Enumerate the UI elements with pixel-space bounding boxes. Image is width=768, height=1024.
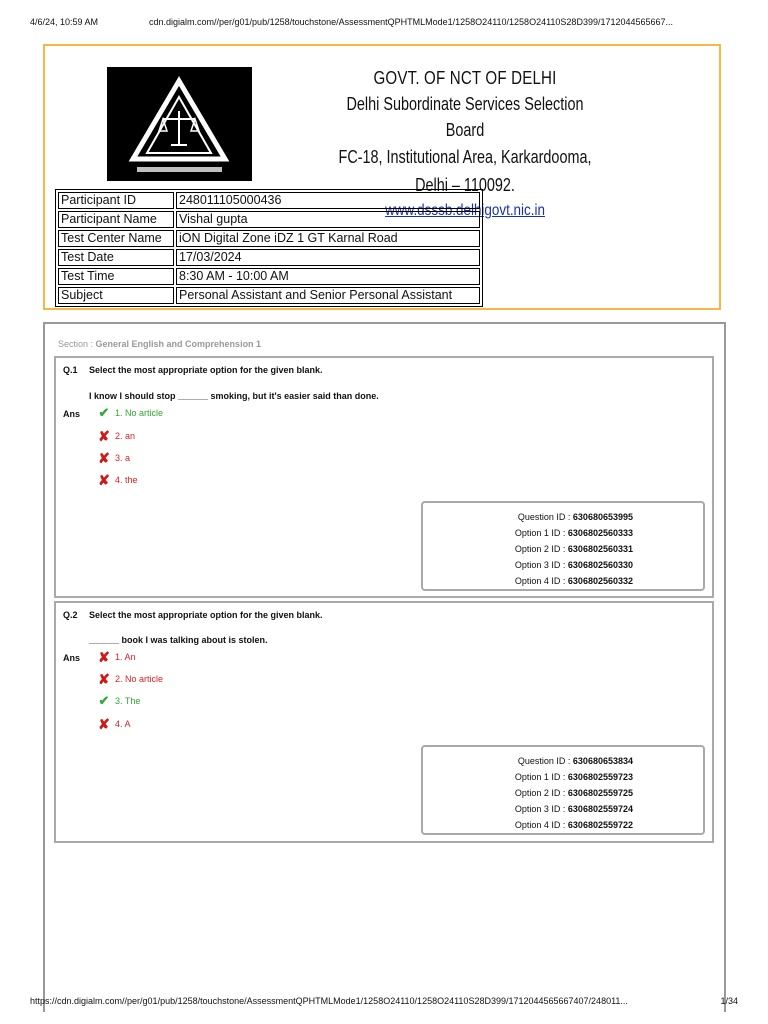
option-item bbox=[96, 450, 131, 466]
question-id-box bbox=[421, 501, 705, 591]
footer-url: https://cdn.digialm.com//per/g01/pub/1258/touchstone/AssessmentQPHTMLMode1/1258O24110/1258O24110S28D399/1712044565667407/248011... bbox=[30, 996, 628, 1006]
print-datetime: 4/6/24, 10:59 AM bbox=[30, 17, 99, 27]
info-row bbox=[58, 211, 480, 228]
cross-icon: ✘ bbox=[98, 716, 110, 732]
cross-icon: ✘ bbox=[98, 472, 110, 488]
info-row bbox=[58, 287, 480, 304]
id-value: 6306802559722 bbox=[567, 820, 633, 830]
id-row bbox=[515, 560, 633, 570]
id-row bbox=[515, 820, 633, 830]
question-sentence: ______ book I was talking about is stolen. bbox=[89, 635, 268, 645]
id-value: 630680653995 bbox=[572, 512, 633, 522]
id-value: 6306802560331 bbox=[567, 544, 633, 554]
checkmark-icon: ✔ bbox=[98, 693, 110, 708]
option-text: 2. an bbox=[115, 431, 136, 441]
govt-line: GOVT. OF NCT OF DELHI bbox=[373, 68, 557, 88]
id-row bbox=[515, 788, 633, 798]
id-value: 6306802559725 bbox=[567, 788, 633, 798]
id-label: Option 4 ID : bbox=[514, 820, 568, 830]
option-item bbox=[96, 405, 164, 420]
option-item bbox=[96, 716, 131, 732]
question-number: Q.2 bbox=[63, 610, 78, 620]
info-value: 8:30 AM - 10:00 AM bbox=[176, 268, 480, 285]
board-website-link[interactable]: www.dsssb.delhigovt.nic.in bbox=[385, 202, 545, 219]
id-row bbox=[515, 576, 633, 586]
option-text: 1. No article bbox=[115, 408, 164, 418]
id-value: 6306802559723 bbox=[567, 772, 633, 782]
info-label: Test Time bbox=[58, 268, 174, 285]
board-name: Delhi Subordinate Services Selection Board bbox=[346, 94, 584, 140]
option-text: 1. An bbox=[115, 652, 136, 662]
id-label: Option 3 ID : bbox=[514, 804, 568, 814]
info-label: Subject bbox=[58, 287, 174, 304]
print-footer bbox=[30, 996, 738, 1010]
question-prompt: Select the most appropriate option for the given blank. bbox=[89, 365, 323, 375]
print-url: cdn.digialm.com//per/g01/pub/1258/touchstone/AssessmentQPHTMLMode1/1258O24110/1258O24110S28D399/1712044565667... bbox=[149, 17, 674, 27]
info-label: Test Center Name bbox=[58, 230, 174, 247]
info-row bbox=[58, 192, 480, 209]
checkmark-icon: ✔ bbox=[98, 405, 110, 420]
id-row bbox=[515, 528, 633, 538]
participant-info-table bbox=[55, 189, 483, 307]
id-label: Option 2 ID : bbox=[514, 544, 568, 554]
board-header-box bbox=[43, 44, 721, 310]
option-item bbox=[96, 649, 136, 665]
section-title bbox=[58, 339, 261, 349]
info-value: 17/03/2024 bbox=[176, 249, 480, 266]
option-text: 3. a bbox=[115, 453, 131, 463]
info-value: Vishal gupta bbox=[176, 211, 480, 228]
id-label: Option 4 ID : bbox=[514, 576, 568, 586]
answer-label: Ans bbox=[63, 409, 81, 419]
question-number: Q.1 bbox=[63, 365, 78, 375]
info-value: 248011105000436 bbox=[176, 192, 480, 209]
question-id-box bbox=[421, 745, 705, 835]
id-value: 6306802559724 bbox=[567, 804, 633, 814]
option-text: 2. No article bbox=[115, 674, 164, 684]
option-item bbox=[96, 472, 138, 488]
info-value: Personal Assistant and Senior Personal Assistant bbox=[176, 287, 480, 304]
cross-icon: ✘ bbox=[98, 671, 110, 687]
id-value: 6306802560330 bbox=[567, 560, 633, 570]
cross-icon: ✘ bbox=[98, 428, 110, 444]
print-header bbox=[30, 17, 738, 31]
id-row bbox=[518, 512, 633, 522]
cross-icon: ✘ bbox=[98, 649, 110, 665]
logo-emblem-icon bbox=[107, 67, 252, 181]
question-sentence: I know I should stop ______ smoking, but it's easier said than done. bbox=[89, 391, 379, 401]
id-row bbox=[518, 756, 633, 766]
option-item bbox=[96, 671, 164, 687]
option-item bbox=[96, 428, 136, 444]
board-address-line: FC-18, Institutional Area, Karkardooma, Delhi – 110092. bbox=[338, 147, 592, 195]
id-row bbox=[515, 804, 633, 814]
question-prompt: Select the most appropriate option for the given blank. bbox=[89, 610, 323, 620]
info-label: Test Date bbox=[58, 249, 174, 266]
option-item bbox=[96, 693, 141, 708]
question-card bbox=[54, 356, 714, 598]
info-value: iON Digital Zone iDZ 1 GT Karnal Road bbox=[176, 230, 480, 247]
dsssb-logo bbox=[107, 67, 252, 181]
section-prefix: Section : bbox=[58, 339, 96, 349]
id-label: Question ID : bbox=[517, 756, 573, 766]
id-row bbox=[515, 772, 633, 782]
id-label: Question ID : bbox=[517, 512, 573, 522]
page-number: 1/34 bbox=[720, 996, 738, 1006]
id-value: 6306802560332 bbox=[567, 576, 633, 586]
id-label: Option 3 ID : bbox=[514, 560, 568, 570]
info-row bbox=[58, 268, 480, 285]
info-label: Participant Name bbox=[58, 211, 174, 228]
cross-icon: ✘ bbox=[98, 450, 110, 466]
answer-label: Ans bbox=[63, 653, 81, 663]
info-row bbox=[58, 249, 480, 266]
info-row bbox=[58, 230, 480, 247]
option-text: 4. A bbox=[115, 719, 131, 729]
question-card bbox=[54, 601, 714, 843]
option-text: 3. The bbox=[115, 696, 141, 706]
id-label: Option 1 ID : bbox=[514, 772, 568, 782]
id-value: 6306802560333 bbox=[567, 528, 633, 538]
section-name: General English and Comprehension 1 bbox=[95, 339, 262, 349]
id-label: Option 1 ID : bbox=[514, 528, 568, 538]
id-row bbox=[515, 544, 633, 554]
option-text: 4. the bbox=[115, 475, 138, 485]
id-value: 630680653834 bbox=[572, 756, 633, 766]
info-label: Participant ID bbox=[58, 192, 174, 209]
id-label: Option 2 ID : bbox=[514, 788, 568, 798]
